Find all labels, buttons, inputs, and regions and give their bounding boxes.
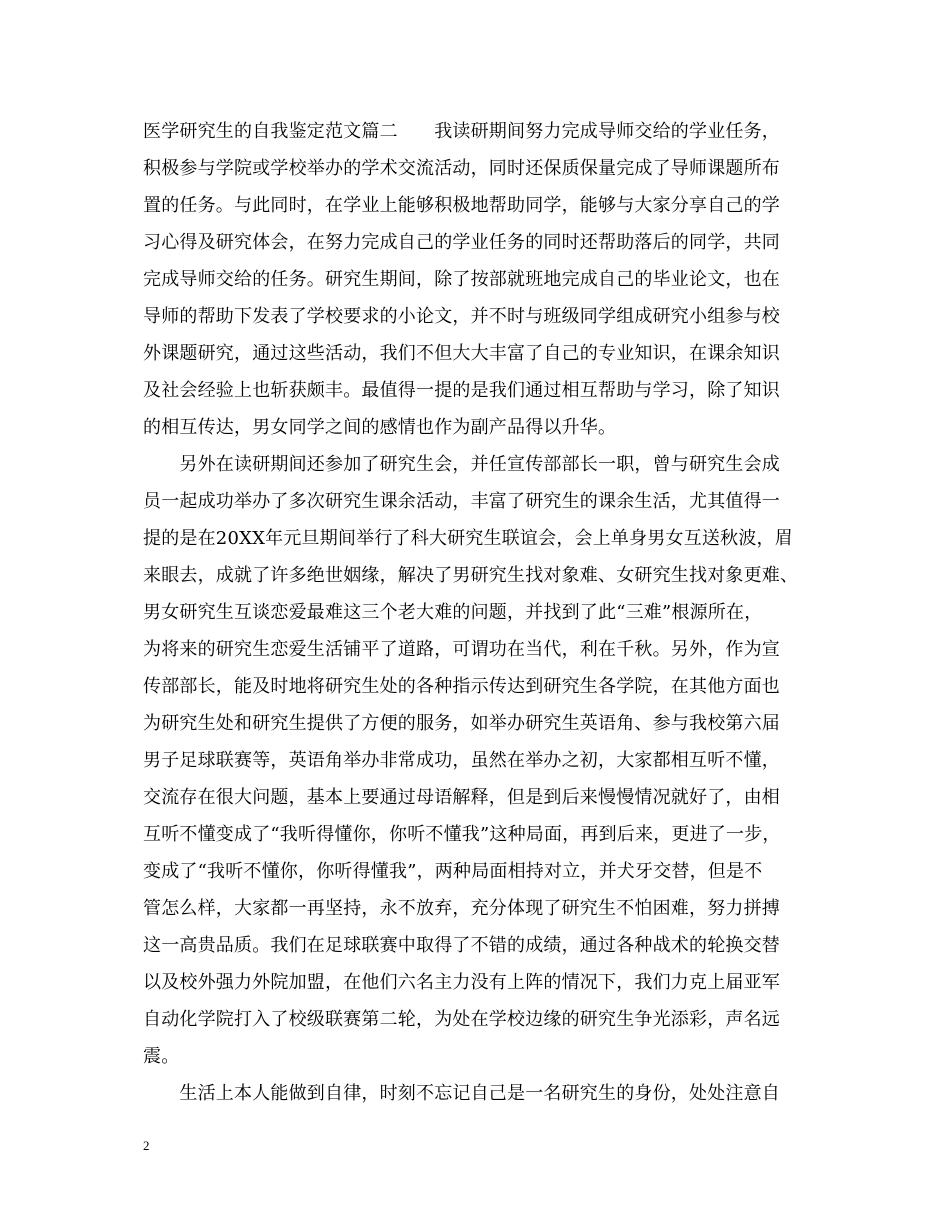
text-line: 习心得及研究体会，在努力完成自己的学业任务的同时还帮助落后的同学，共同	[143, 232, 780, 253]
text-line: 及社会经验上也斩获颇丰。最值得一提的是我们通过相互帮助与学习，除了知识	[143, 380, 780, 401]
text-line: 交流存在很大问题，基本上要通过母语解释，但是到后来慢慢情况就好了，由相	[143, 787, 780, 808]
text-line: 自动化学院打入了校级联赛第二轮，为处在学校边缘的研究生争光添彩，声名远	[143, 1009, 780, 1030]
text-line: 男女研究生互谈恋爱最难这三个老大难的问题，并找到了此“三难”根源所在，	[143, 602, 763, 623]
text-line: 互听不懂变成了“我听得懂你，你听不懂我”这种局面，再到后来，更进了一步，	[143, 824, 781, 845]
text-line: 另外在读研期间还参加了研究生会，并任宣传部部长一职，曾与研究生会成	[143, 454, 780, 475]
text-line: 外课题研究，通过这些活动，我们不但大大丰富了自己的专业知识，在课余知识	[143, 343, 780, 364]
text-line: 医学研究生的自我鉴定范文篇二 我读研期间努力完成导师交给的学业任务，	[143, 121, 780, 142]
text-line: 积极参与学院或学校举办的学术交流活动，同时还保质保量完成了导师课题所布	[143, 158, 780, 179]
text-line: 震。	[143, 1046, 180, 1067]
text-line: 生活上本人能做到自律，时刻不忘记自己是一名研究生的身份，处处注意自	[143, 1083, 780, 1104]
text-line: 以及校外强力外院加盟，在他们六名主力没有上阵的情况下，我们力克上届亚军	[143, 972, 780, 993]
text-line: 的相互传达，男女同学之间的感情也作为副产品得以升华。	[143, 417, 617, 438]
text-line: 为将来的研究生恋爱生活铺平了道路，可谓功在当代，利在千秋。另外，作为宣	[143, 639, 780, 660]
text-line: 为研究生处和研究生提供了方便的服务，如举办研究生英语角、参与我校第六届	[143, 713, 780, 734]
text-line: 管怎么样，大家都一再坚持，永不放弃，充分体现了研究生不怕困难，努力拼搏	[143, 898, 780, 919]
text-line: 导师的帮助下发表了学校要求的小论文，并不时与班级同学组成研究小组参与校	[143, 306, 780, 327]
text-line: 完成导师交给的任务。研究生期间，除了按部就班地完成自己的毕业论文，也在	[143, 269, 780, 290]
text-line: 变成了“我听不懂你，你听得懂我”，两种局面相持对立，并犬牙交替，但是不	[143, 861, 763, 882]
page-number: 2	[143, 1138, 150, 1153]
text-line: 这一高贵品质。我们在足球联赛中取得了不错的成绩，通过各种战术的轮换交替	[143, 935, 780, 956]
text-line: 员一起成功举办了多次研究生课余活动，丰富了研究生的课余生活，尤其值得一	[143, 491, 780, 512]
text-line: 来眼去，成就了许多绝世姻缘，解决了男研究生找对象难、女研究生找对象更难、	[143, 565, 799, 586]
text-line: 置的任务。与此同时，在学业上能够积极地帮助同学，能够与大家分享自己的学	[143, 195, 780, 216]
text-line: 传部部长，能及时地将研究生处的各种指示传达到研究生各学院，在其他方面也	[143, 676, 780, 697]
text-line: 提的是在20XX年元旦期间举行了科大研究生联谊会，会上单身男女互送秋波，眉	[143, 528, 793, 549]
body-text	[143, 113, 823, 1112]
text-line: 男子足球联赛等，英语角举办非常成功，虽然在举办之初，大家都相互听不懂，	[143, 750, 780, 771]
